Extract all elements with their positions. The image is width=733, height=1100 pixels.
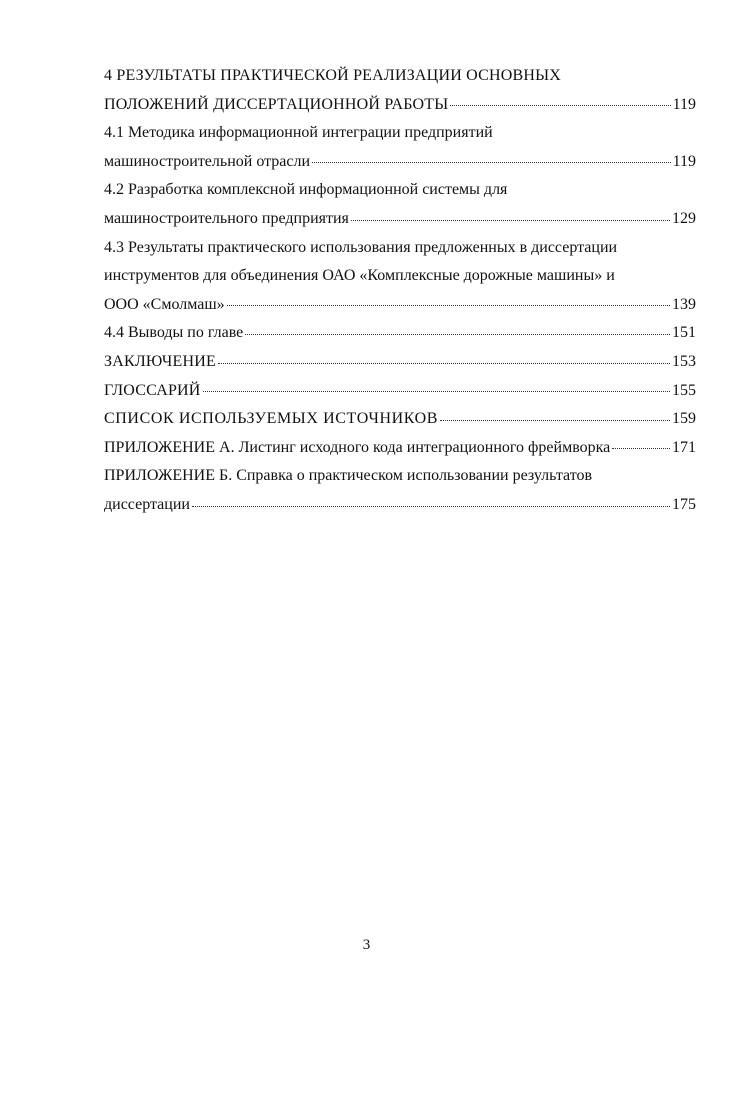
toc-entry-text: 4.4 Выводы по главе bbox=[104, 324, 244, 342]
toc-page-number: 119 bbox=[672, 152, 696, 170]
toc-page-number: 155 bbox=[672, 381, 696, 399]
toc-leader-dots bbox=[227, 305, 670, 306]
toc-sources bbox=[104, 405, 696, 434]
toc-section-4-1-line1 bbox=[104, 119, 696, 148]
toc-chapter-4-title-line1 bbox=[104, 62, 696, 91]
toc-entry-text: диссертации bbox=[104, 495, 190, 513]
toc-appendix-b-line2 bbox=[104, 491, 696, 520]
toc-appendix-a bbox=[104, 434, 696, 463]
toc-entry-text: ООО «Смолмаш» bbox=[104, 295, 225, 313]
toc-leader-dots bbox=[312, 162, 671, 163]
toc-entry-text: машиностроительной отрасли bbox=[104, 152, 311, 170]
toc-page-number: 159 bbox=[672, 410, 696, 428]
toc-section-4-3-line2 bbox=[104, 262, 696, 291]
toc-entry-text: 4.1 Методика информационной интеграции предприятий bbox=[104, 124, 493, 142]
toc-leader-dots bbox=[192, 506, 670, 507]
toc-leader-dots bbox=[440, 420, 670, 421]
toc-leader-dots bbox=[612, 448, 670, 449]
table-of-contents bbox=[104, 62, 696, 520]
toc-entry-text: ПРИЛОЖЕНИЕ А. Листинг исходного кода интеграционного фреймворка bbox=[104, 438, 611, 456]
toc-chapter-4-title-line2 bbox=[104, 91, 696, 120]
toc-page-number: 139 bbox=[672, 295, 696, 313]
toc-entry-text: 4 РЕЗУЛЬТАТЫ ПРАКТИЧЕСКОЙ РЕАЛИЗАЦИИ ОСНОВНЫХ bbox=[104, 67, 562, 84]
toc-section-4-1-line2 bbox=[104, 148, 696, 177]
toc-section-4-2-line1 bbox=[104, 176, 696, 205]
toc-entry-text: инструментов для объединения ОАО «Комплексные дорожные машины» и bbox=[104, 267, 615, 285]
toc-entry-text: машиностроительного предприятия bbox=[104, 209, 349, 227]
toc-section-4-2-line2 bbox=[104, 205, 696, 234]
toc-entry-text: СПИСОК ИСПОЛЬЗУЕМЫХ ИСТОЧНИКОВ bbox=[104, 410, 439, 428]
toc-leader-dots bbox=[218, 363, 670, 364]
toc-section-4-3-line1 bbox=[104, 234, 696, 263]
toc-entry-text: 4.2 Разработка комплексной информационной системы для bbox=[104, 181, 508, 199]
toc-page-number: 151 bbox=[672, 324, 696, 342]
toc-section-4-3-line3 bbox=[104, 291, 696, 320]
toc-page-number: 175 bbox=[672, 495, 696, 513]
toc-entry-text: ЗАКЛЮЧЕНИЕ bbox=[104, 352, 216, 370]
toc-conclusion bbox=[104, 348, 696, 377]
toc-glossary bbox=[104, 377, 696, 406]
toc-entry-text: ПРИЛОЖЕНИЕ Б. Справка о практическом использовании результатов bbox=[104, 467, 593, 485]
toc-entry-text: 4.3 Результаты практического использования предложенных в диссертации bbox=[104, 238, 618, 256]
toc-leader-dots bbox=[351, 220, 670, 221]
toc-appendix-b-line1 bbox=[104, 462, 696, 491]
toc-entry-text: ГЛОССАРИЙ bbox=[104, 381, 201, 399]
toc-leader-dots bbox=[245, 334, 670, 335]
toc-leader-dots bbox=[203, 391, 670, 392]
toc-page-number: 119 bbox=[672, 95, 696, 113]
toc-section-4-4 bbox=[104, 319, 696, 348]
toc-page-number: 153 bbox=[672, 352, 696, 370]
toc-page-number: 171 bbox=[672, 438, 696, 456]
page-footer-number: 3 bbox=[362, 937, 371, 953]
toc-page-number: 129 bbox=[672, 209, 696, 227]
toc-leader-dots bbox=[450, 105, 670, 106]
toc-entry-text: ПОЛОЖЕНИЙ ДИССЕРТАЦИОННОЙ РАБОТЫ bbox=[104, 95, 449, 113]
